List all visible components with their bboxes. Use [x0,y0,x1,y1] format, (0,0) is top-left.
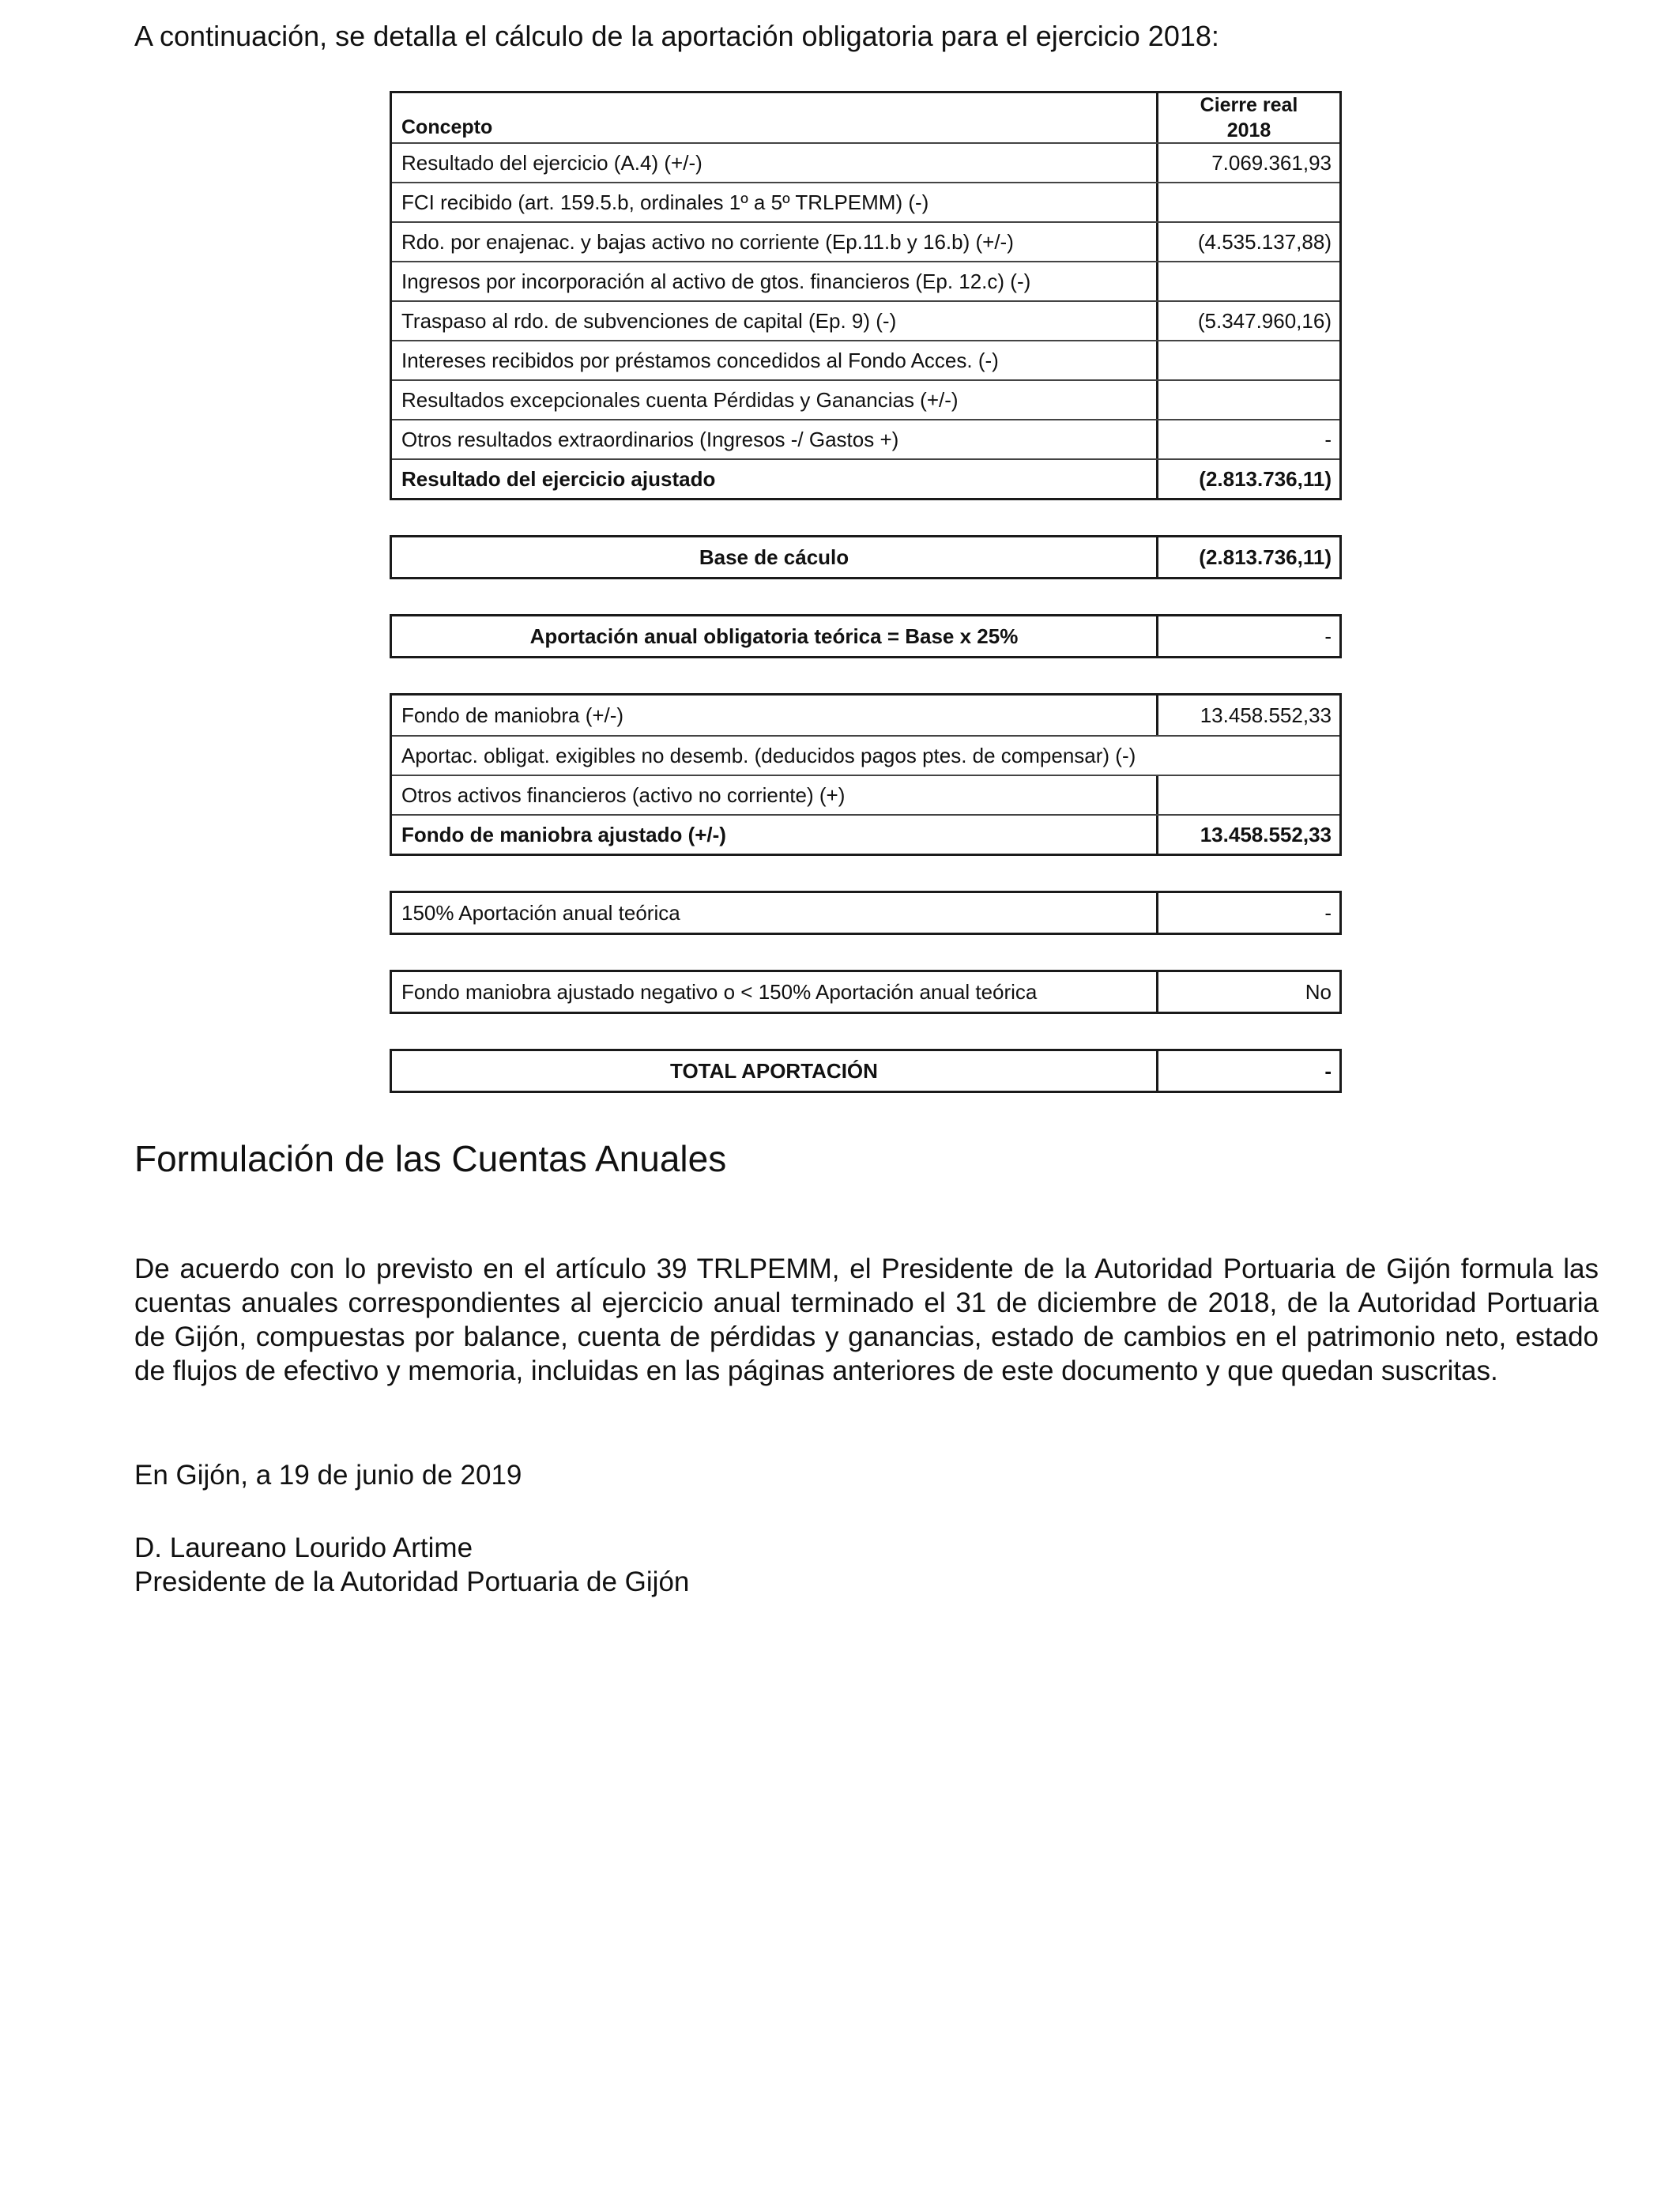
row-value [1158,183,1339,221]
row-label: Otros resultados extraordinarios (Ingresos -/ Gastos +) [392,420,1158,458]
table-row [392,419,1339,458]
table-row [392,696,1339,735]
row-value [1158,737,1339,775]
row-value [1158,262,1339,300]
row-value: - [1324,427,1332,451]
header-concept: Concepto [392,93,1158,142]
aportacion-teorica-label: Aportación anual obligatoria teórica = Base x 25% [392,616,1158,656]
table-total-row [392,458,1339,498]
base-row [392,537,1339,577]
signer-title: Presidente de la Autoridad Portuaria de Gijón [134,1566,690,1597]
section-heading: Formulación de las Cuentas Anuales [134,1138,727,1179]
row-label: FCI recibido (art. 159.5.b, ordinales 1º a 5º TRLPEMM) (-) [392,183,1158,221]
row-label: Fondo de maniobra (+/-) [392,696,1158,735]
table-header [392,93,1339,142]
total-label: Resultado del ejercicio ajustado [392,460,1158,498]
fondo-negativo-table [390,970,1342,1014]
total-aportacion-label: TOTAL APORTACIÓN [392,1051,1158,1091]
fondo-negativo-value: No [1305,979,1332,1004]
table-row [392,379,1339,419]
header-period [1158,93,1339,142]
pct150-value: - [1324,900,1332,925]
table-row [392,340,1339,379]
row-label: Aportac. obligat. exigibles no desemb. (deducidos pagos ptes. de compensar) (-) [401,743,1136,767]
row-value [1158,776,1339,814]
header-period-line2: 2018 [1226,119,1271,141]
fondo-negativo-row [392,972,1339,1012]
total-aportacion-row [392,1051,1339,1091]
body-paragraph: De acuerdo con lo previsto en el artículo 39 TRLPEMM, el Presidente de la Autoridad Portuaria de Gijón formula las cuentas anuales correspondientes al ejercicio anual terminado el 31 de diciembre de 2018, de la Autoridad Portuaria de Gijón, compuestas por balance, cuenta de pérdidas y ganancias, estado de cambios en el patrimonio neto, estado de flujos de efectivo y memoria, incluidas en las páginas anteriores de este documento y que quedan suscritas. [134,1253,1599,1386]
total-aportacion-table [390,1049,1342,1093]
table-total-row [392,814,1339,854]
table-row [392,300,1339,340]
pct150-label: 150% Aportación anual teórica [392,893,1158,933]
row-label: Intereses recibidos por préstamos concedidos al Fondo Acces. (-) [392,341,1158,379]
fondo-maniobra-table [390,693,1342,856]
base-label: Base de cáculo [392,537,1158,577]
total-aportacion-value: - [1324,1058,1332,1083]
signer-name: D. Laureano Lourido Artime [134,1532,473,1563]
place-date: En Gijón, a 19 de junio de 2019 [134,1460,522,1491]
row-label: Otros activos financieros (activo no corriente) (+) [392,776,1158,814]
pct150-table [390,891,1342,935]
row-label: Resultados excepcionales cuenta Pérdidas y Ganancias (+/-) [392,381,1158,419]
calculation-table [390,91,1342,500]
table-row [392,221,1339,261]
aportacion-teorica-value: - [1324,624,1332,648]
row-value [1158,341,1339,379]
aportacion-teorica-row [392,616,1339,656]
row-label: Rdo. por enajenac. y bajas activo no corriente (Ep.11.b y 16.b) (+/-) [392,223,1158,261]
table-row [392,735,1339,775]
base-value: (2.813.736,11) [1199,545,1332,569]
intro-text: A continuación, se detalla el cálculo de la aportación obligatoria para el ejercicio 2018: [134,20,1219,52]
header-period-line1: Cierre real [1200,94,1298,116]
total-label: Fondo de maniobra ajustado (+/-) [392,816,1158,854]
row-value: (4.535.137,88) [1197,229,1332,254]
row-value: (5.347.960,16) [1197,308,1332,333]
row-value: 13.458.552,33 [1200,703,1332,727]
row-label: Ingresos por incorporación al activo de gtos. financieros (Ep. 12.c) (-) [392,262,1158,300]
pct150-row [392,893,1339,933]
row-label: Resultado del ejercicio (A.4) (+/-) [392,144,1158,182]
table-row [392,261,1339,300]
fondo-negativo-label: Fondo maniobra ajustado negativo o < 150% Aportación anual teórica [392,972,1158,1012]
total-value: 13.458.552,33 [1200,822,1332,846]
row-value [1158,381,1339,419]
table-row [392,775,1339,814]
row-label: Traspaso al rdo. de subvenciones de capital (Ep. 9) (-) [392,302,1158,340]
table-row [392,142,1339,182]
total-value: (2.813.736,11) [1199,466,1332,491]
aportacion-teorica-table [390,614,1342,658]
base-table [390,535,1342,579]
table-row [392,182,1339,221]
row-value: 7.069.361,93 [1211,150,1332,175]
